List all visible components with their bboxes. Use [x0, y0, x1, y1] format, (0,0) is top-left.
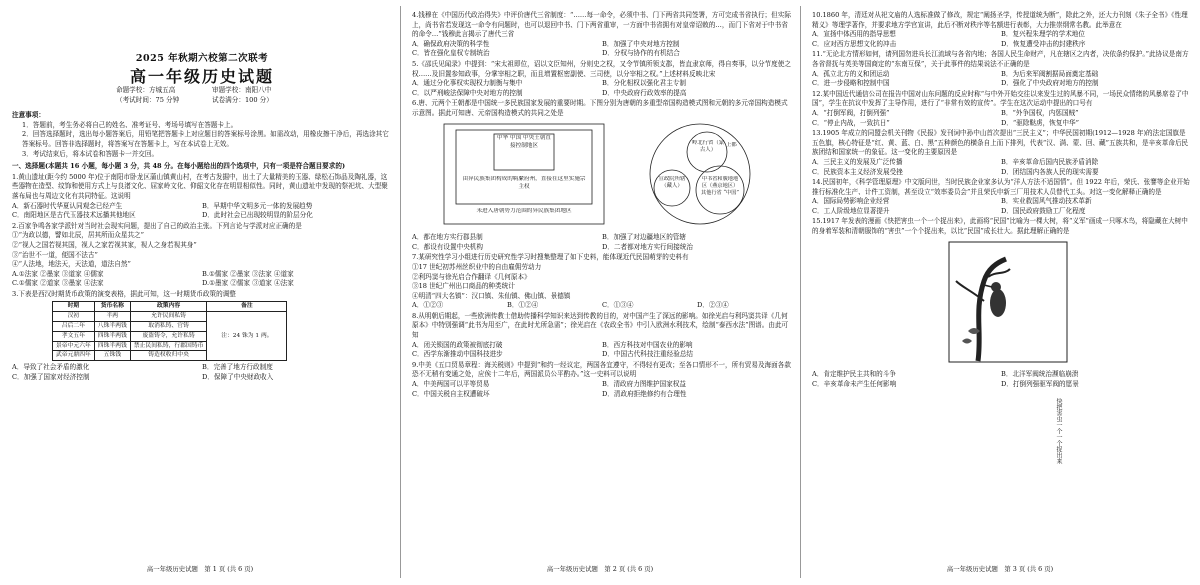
question-7 [412, 253, 792, 311]
option-d: D．中国古代科技注重经验总结 [602, 350, 694, 359]
exam-page-1 [0, 0, 400, 585]
option-c: C．①③④ [602, 301, 634, 310]
option-b: B．加强了对边疆地区的管辖 [602, 233, 686, 242]
lingbei-label: 岭北行省（蒙古人） [691, 139, 725, 153]
option-b: B.①儒家 ②墨家 ③法家 ④道家 [202, 269, 294, 278]
option-d: D．保障了中央财政收入 [202, 372, 274, 381]
table-header: 时期 [53, 302, 95, 312]
question-11 [812, 50, 1190, 88]
question-1 [12, 173, 392, 221]
table-header: 备注 [207, 302, 287, 312]
question-stem: 3.下表是西汉时期货币政策的演变表格，据此可知，这一时期货币政策的调整 [12, 289, 236, 298]
option-b: B．清政府力图维护国家权益 [602, 380, 686, 389]
page-footer: 高一年级历史试题 第 2 页 (共 6 页) [546, 565, 654, 573]
list-item: ②利玛窦与徐光启合作翻译《几何原本》 [412, 272, 531, 281]
option-b: B．辛亥革命后国内民族矛盾消除 [1001, 157, 1099, 166]
question-stem: 13.1905 年成立的同盟会机关刊物《民报》发刊词中孙中山首次提出“三民主义”；中华民国初期(1912—1928 年)的法定国旗是五色旗，核心特征是“红、黄、蓝、白、黑”五种颜色的横条自上而下排列，代表“汉、满、蒙、回、藏”五族共和，是辛亥革命后民族团结和国家统一的象征。这一变化的主要原因是 [812, 129, 1189, 157]
table-header: 政策内容 [130, 302, 207, 312]
option-c: C．应对西方思想文化的冲击 [812, 39, 897, 48]
meta-time: （考试时间：75 分钟 [116, 96, 180, 105]
option-b: B．早期中华文明多元一体的发展趋势 [202, 201, 313, 210]
core-region-label: 中华 中国 中央王朝直接控制地区 [497, 134, 551, 149]
meta-score: 试卷满分：100 分） [212, 96, 273, 105]
option-d: D．此时社会已出现较明显的阶层分化 [202, 211, 313, 220]
xuanzhengyuan-label: 宣政院所辖（藏人） [658, 175, 686, 189]
option-d: D．国民政府鼓励工厂化程度 [1001, 206, 1086, 215]
question-stem: 6.唐、元两个王朝都是中国统一多民族国家发展的重要时期。下图分别为唐朝的多重型帝国构造模式图和元朝的多元帝国构造模式示意图。据此可知唐、元帝国构造模式的共同之处是 [412, 99, 788, 117]
list-item: ④明清“四大名镇”：汉口镇、朱仙镇、佛山镇、景德镇 [412, 291, 571, 300]
option-d: D．②③④ [697, 301, 729, 310]
option-c: C．西学东渐推动中国科技进步 [412, 350, 503, 359]
woodpecker-body [990, 289, 1006, 317]
table-cell: 铸造权收归中央 [130, 351, 207, 361]
option-b: B．完善了地方行政制度 [202, 363, 273, 372]
question-4 [412, 11, 792, 59]
question-stem: 10.1860 年，清廷对从祀文庙的人选标准做了修改，规定“阐扬圣学，传授道统为断”，除此之外，还大力刊刻《朱子全书》《性理精义》等理学著作，并要求地方学官宣讲，此后不断对秩序等名额进行表彰，大力推崇纲常名教。此举意在 [812, 11, 1188, 29]
option-d: D．团结国内各族人民的现实需要 [1001, 167, 1099, 176]
option-d: D．“驱除鞑虏，恢复中华” [1001, 118, 1079, 127]
question-5 [412, 60, 792, 98]
exam-page-3 [800, 0, 1200, 585]
table-cell: 禁止民间私铸，行郡国铸币 [130, 341, 207, 351]
section-title: 一、选择题(本题共 16 小题，每小题 3 分，共 48 分。在每小题给出的四个选项中，只有一项是符合题目要求的) [12, 162, 346, 171]
question-stem: 2.百家争鸣各家学派针对当时社会现实问题，提出了自己的政治主张。下列言论与学派对应正确的是 [12, 221, 302, 230]
option-d: D．分权与协作的有机结合 [602, 49, 680, 58]
option-d: D.①墨家 ②儒家 ③道家 ④法家 [202, 279, 294, 288]
option-a: A．都在地方实行郡县制 [412, 233, 483, 242]
cartoon-caption: 快把害虫一个一个捉出来 [1055, 398, 1062, 464]
table-cell: 四铢半两钱 [94, 331, 130, 341]
table-cell: 半两 [94, 312, 130, 322]
question-stem: 12.某中国近代通信公司在报告中国对山东问题的反应时称“与中外开始交往以来发生过的风暴不同，一场民众情绪的风暴席卷了中国”，学生在抗议中发挥了主导作用，进行了“非常有效的宣传”。学生在这次运动中提出的口号有 [812, 89, 1189, 108]
option-a: A．通过分化事权实现权力制衡与集中 [412, 79, 523, 88]
option-b: B．西方科技对中国农业的影响 [602, 340, 693, 349]
option-a: A．国际局势影响企业经营 [812, 197, 890, 206]
option-c: C．辛亥革命未产生任何影响 [812, 379, 897, 388]
table-cell: 武帝元鼎四年 [53, 351, 95, 361]
woodpecker-cartoon [948, 241, 1068, 363]
table-cell: 废盗铸令，允许私铸 [130, 331, 207, 341]
meta-school: 命题学校：方城五高 [116, 86, 176, 95]
table-row [53, 312, 287, 322]
question-stem: 14.民国初年，《科学管理原理》中文版问世，当时民族企业家多认为“洋人方法不适国情”。但 1922 年后，荣氏、张謇等企业开始推行标准化生产、计件工资制，甚至设立“效率委员会”并且荣氏申新三厂用技术人员替代工头。对这一变化解释正确的是 [812, 178, 1190, 196]
question-stem: 8.从明朝后期起，一些欧洲传教士借助传播科学知识来达到传教的目的，对中国产生了深远的影响。如徐光启与利玛窦共译《几何原本》中特别强调“此书为用至广，在此时尤所急需”；徐光启在《农政全书》中引入欧洲水利技术，绘制“泰西水法”图谱。由此可知 [412, 311, 789, 340]
list-item: ①17 世纪初苏州丝织业中的自由雇佣劳动力 [412, 262, 542, 271]
table-cell: 汉初 [53, 312, 95, 322]
option-c: C．皆在强化皇权专制统治 [412, 49, 490, 58]
question-stem: 5.《邵氏见闻录》中提到：“宋太祖即位，诏以文臣知州，分则史之权，又令节镇所领支郡，皆直隶京师，得自奏事，以分节度使之权……及旧置参知政事，分掌宰相之职，而且增置枢密副使、三司使，以分宰相之权。”上述材料反映北宋 [412, 59, 791, 78]
table-cell: 孝文五年 [53, 331, 95, 341]
exam-page-2 [400, 0, 800, 585]
option-b: B．为后来军阀割据局面奠定基础 [1001, 69, 1099, 78]
table-cell: 允许民间私铸 [130, 312, 207, 322]
question-13 [812, 129, 1190, 177]
outer-region-label: 未进入唐朝势力范围的异民族集团地区 [476, 207, 572, 214]
option-a: A.①法家 ②墨家 ③道家 ④儒家 [12, 269, 104, 278]
option-c: C.①儒家 ②道家 ③墨家 ④法家 [12, 279, 104, 288]
question-10 [812, 11, 1190, 49]
question-3 [12, 290, 392, 383]
question-stem: 15.1917 年发表的漫画《快把害虫一个一个捉出来》，此画将“民国”比喻为一棵大树，将“义军”画成一只啄木鸟，将隐藏在大树中的身着军装和清朝服饰的“害虫”一个个捉出来，以比“民国”成长壮大。据此理解正确的是 [812, 217, 1188, 236]
option-c: C．加强了国家对经济控制 [12, 372, 90, 381]
list-item: ③18 世纪广州出口商品的种类统计 [412, 282, 515, 291]
question-9 [412, 361, 792, 399]
option-a: A．肯定维护民主共和的斗争 [812, 370, 896, 379]
exam-title: 2025 年秋期六校第二次联考 [135, 53, 269, 64]
option-a: A．孤立北方的义和团运动 [812, 69, 890, 78]
question-stem: 11.“无论北方情形如何，请列国勿进兵长江流域与各省内地；各国人民生命财产，凡在辖区之内者，决依条约保护。”此协议是南方各省督抚与英美等国商定的“东南互保”，关于此事件的结果说法不正确的是 [812, 50, 1189, 68]
option-c: C．民族资本主义经济发展受挫 [812, 167, 903, 176]
quote-item: ③“治世不一道，便国不法古” [12, 250, 98, 259]
table-header: 货币名称 [94, 302, 130, 312]
currency-policy-table [52, 301, 287, 361]
option-b: B．加强了中央对地方控制 [602, 39, 680, 48]
option-d: D．恢复遭受冲击的封建秩序 [1001, 39, 1086, 48]
option-c: C．工人阶级地位显著提升 [812, 206, 890, 215]
question-2 [12, 222, 392, 289]
option-d: D．强化了中央政府对地方的控制 [1001, 79, 1099, 88]
option-d: D．清政府拒绝修约有合理性 [602, 389, 687, 398]
woodpecker-head [991, 282, 1001, 292]
option-b: B．复兴程朱理学的学术地位 [1001, 30, 1085, 39]
quote-item: ④“人法地，地法天，天法道，道法自然” [12, 260, 131, 269]
table-cell: 五铢钱 [94, 351, 130, 361]
question-stem: 7.某研究性学习小组进行历史研究性学习时搜集整理了如下史料，能体现近代民国萌芽的史料有 [412, 253, 689, 262]
option-a: A．“打倒军阀，打倒列强” [812, 108, 890, 117]
note-item: 1．答题前，考生务必将自己的姓名、准考证号、考场号填写在答题卡上。 [22, 120, 238, 129]
option-c: C．“停止内战，一致抗日” [812, 118, 890, 127]
option-b: B．①②④ [507, 301, 539, 310]
question-8 [412, 312, 792, 360]
zhongshu-label: 中书省和腹地地区（燕京地区）其他行省 “中国” [700, 175, 740, 196]
option-d: D．中央政府行政效率的提高 [602, 88, 687, 97]
option-c: C．以严刑峻法保障中央对地方的控制 [412, 88, 523, 97]
option-c: C．南阳地区是古代玉器技术远播其他地区 [12, 211, 136, 220]
table-cell: 取消私铸、官铸 [130, 322, 207, 332]
question-stem: 1.黄山遗址(距今约 5000 年)位于南阳市卧龙区蒲山镇黄山村，在考古发掘中，出土了大量精美的玉器、绿松石饰品及陶礼器，这些器物在造型、纹饰和使用方式上与良渚文化、屈家岭文化、仰韶文化存在明显相似性。同时，黄山遗址中发现的祭祀坑、大型聚落布局也与周边文化有共同特征。这说明 [12, 172, 388, 200]
page-footer: 高一年级历史试题 第 1 页 (共 6 页) [146, 565, 254, 573]
option-c: C．都设有设置中央机构 [412, 242, 483, 251]
exam-meta [116, 85, 392, 105]
option-b: B．“外争国权，内惩国贼” [1001, 108, 1079, 117]
table-note-cell: 注：24 铢为 1 两。 [207, 312, 287, 361]
option-b: B．分化相权以强化君主专制 [602, 79, 686, 88]
note-item: 2．回答选择题时，选出每小题答案后，用铅笔把答题卡上对应题目的答案标号涂黑。如需改动，用橡皮擦干净后，再选涂其它答案标号。回答非选择题时，将答案写在答题卡上，写在本试卷上无效。 [22, 130, 389, 148]
table-cell: 吕后二年 [53, 322, 95, 332]
question-14 [812, 178, 1190, 216]
quote-item: ①“为政以德，譬如北辰，居其所而众星共之” [12, 231, 145, 240]
option-a: A．①②③ [412, 301, 444, 310]
option-a: A．宣扬中体西用的指导思想 [812, 30, 896, 39]
question-15 [812, 217, 1190, 464]
option-b: B．北洋军阀统治濒临崩溃 [1001, 370, 1079, 379]
page-footer: 高一年级历史试题 第 3 页 (共 6 页) [946, 565, 1054, 573]
option-a: A．新石器时代华夏认同观念已经产生 [12, 201, 123, 210]
option-b: B．实业救国风气推动技术革新 [1001, 197, 1092, 206]
middle-region-label: 由异民族集团构成的羁縻府州，直接在这里实施宗主权 [462, 175, 586, 190]
option-a: A．确保政府决策的科学性 [412, 39, 490, 48]
option-a: A．导致了社会矛盾的激化 [12, 363, 90, 372]
option-c: C．中国关税自主权遭破坏 [412, 389, 490, 398]
question-stem: 4.钱穆在《中国历代政治得失》中评价唐代三省制度：“……每一命令，必须中书、门下两省共同签署，方可完成书省执行；但实际上，尚书省若发现这一命令有问题时，也可以退回中书、门下两省重审，一方面中书省拥有对皇帝诏敕的…，而门下省对于中书省的命令…”钱穆此言揭示了唐代三省 [412, 11, 791, 39]
question-stem: 9.中美《五口贸易章程：海关税则》中提到“和约一经议定，两国各宜遵守，不得轻有更改；至各口情形不一，所有贸易及海面各款恐不无稍有变通之处，应俟十二年后，两国派员公平酌办。”这一史料可以说明 [412, 360, 791, 379]
option-d: D．二者都对地方实行间接统治 [602, 242, 694, 251]
table-cell: 八铢半两钱 [94, 322, 130, 332]
option-a: A．三民主义的发展及广泛传播 [812, 157, 903, 166]
table-cell: 景帝中元六年 [53, 341, 95, 351]
table-cell: 四铢半两钱 [94, 341, 130, 351]
meta-reviewer: 审题学校：南阳八中 [212, 86, 272, 95]
quote-item: ②“视人之国若视其国，视人之家若视其家，视人之身若视其身” [12, 240, 197, 249]
question-12 [812, 90, 1190, 128]
subject-title: 高一年级历史试题 [129, 66, 274, 86]
empire-structure-diagram [442, 122, 772, 228]
note-item: 3．考试结束后，将本试卷和答题卡一并交回。 [22, 149, 159, 158]
option-a: A．闭关锁国的政策被彻底打破 [412, 340, 503, 349]
option-c: C．进一步侵略和控制中国 [812, 79, 890, 88]
question-6 [412, 99, 792, 252]
option-a: A．中美两国可以平等贸易 [412, 380, 490, 389]
notes-title: 注意事项： [12, 111, 45, 120]
cartoon-frame [949, 242, 1067, 362]
option-d: D．打倒列强驱军阀的愿景 [1001, 379, 1079, 388]
shangdu-label: 上都 [726, 141, 737, 148]
